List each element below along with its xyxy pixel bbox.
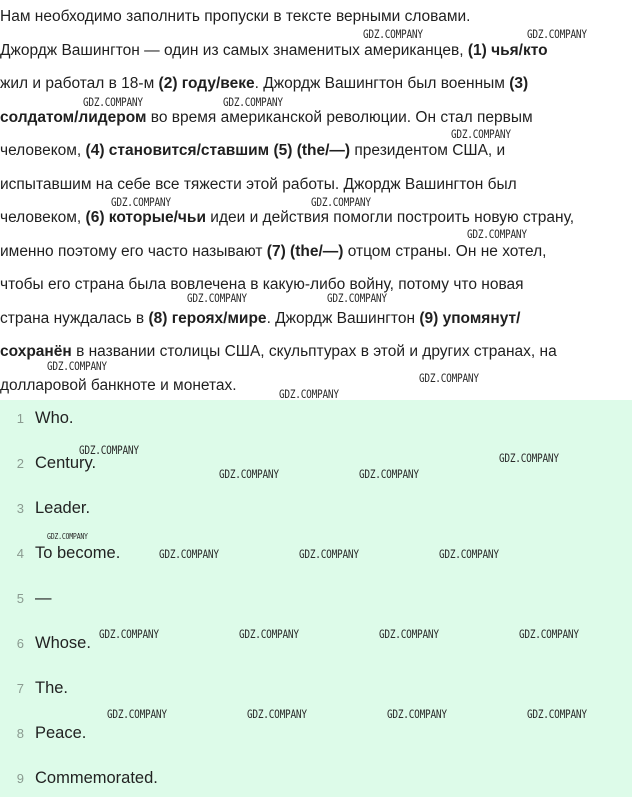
watermark: GDZ.COMPANY (223, 95, 283, 109)
watermark: GDZ.COMPANY (99, 627, 159, 641)
answer-row (0, 673, 68, 703)
answer-row (0, 583, 52, 613)
watermark: GDZ.COMPANY (387, 707, 447, 721)
task-line (0, 34, 632, 68)
task-text-segment: Нам необходимо заполнить пропуски в тексте верными словами. (0, 8, 471, 25)
watermark: GDZ.COMPANY (279, 387, 339, 401)
answer-text: Century. (35, 453, 97, 472)
task-text-segment: страна нуждалась в (0, 309, 149, 327)
answer-row (0, 763, 158, 793)
answer-row (0, 718, 86, 748)
watermark: GDZ.COMPANY (247, 707, 307, 721)
task-text-segment: именно поэтому его часто называют (0, 242, 267, 260)
answer-number: 1 (16, 410, 24, 426)
answer-text: Peace. (35, 723, 87, 742)
watermark: GDZ.COMPANY (159, 547, 219, 561)
watermark: GDZ.COMPANY (299, 547, 359, 561)
task-gap-options: (3) (509, 75, 529, 92)
watermark: GDZ.COMPANY (467, 227, 527, 241)
answer-row (0, 628, 91, 658)
watermark: GDZ.COMPANY (83, 95, 143, 109)
answer-number: 8 (16, 725, 24, 741)
answer-number: 2 (16, 455, 24, 471)
answer-number: 3 (16, 500, 24, 516)
task-text-segment: Джордж Вашингтон — один из самых знаменитых американцев, (0, 41, 468, 59)
task-line (0, 335, 632, 369)
answer-number: 9 (16, 770, 24, 786)
watermark: GDZ.COMPANY (219, 467, 279, 481)
task-line (0, 201, 632, 235)
task-line (0, 235, 632, 269)
answer-text: Whose. (35, 633, 91, 652)
answer-row (0, 493, 90, 523)
task-gap-options: (6) которые/чьи (85, 209, 206, 226)
answer-number: 5 (16, 590, 24, 606)
task-gap-options: сохранён (0, 343, 72, 360)
task-text-segment: . Джордж Вашингтон (266, 309, 420, 327)
task-text-segment: во время американской революции. Он стал первым (146, 108, 533, 126)
answer-row (0, 538, 120, 568)
watermark: GDZ.COMPANY (519, 627, 579, 641)
task-text-segment: человеком, (0, 209, 86, 226)
task-text-segment: чтобы его страна была вовлечена в какую-либо войну, потому что новая (0, 276, 524, 293)
task-line (0, 67, 632, 101)
answer-text: Commemorated. (35, 768, 158, 787)
answer-text: The. (35, 678, 69, 697)
task-gap-options: (9) упомянут/ (419, 309, 521, 327)
watermark: GDZ.COMPANY (363, 27, 423, 41)
answer-number: 4 (16, 545, 24, 561)
answer-text: Who. (35, 408, 74, 427)
answer-number: 7 (16, 680, 24, 696)
answer-text: — (35, 588, 52, 607)
task-gap-options: (8) героях/мире (148, 309, 267, 327)
watermark: GDZ.COMPANY (239, 627, 299, 641)
watermark: GDZ.COMPANY (527, 707, 587, 721)
answer-row (0, 448, 96, 478)
task-text-segment: . Джордж Вашингтон был военным (254, 75, 510, 92)
task-text-segment: человеком, (0, 142, 86, 159)
answers-panel (0, 400, 632, 797)
watermark: GDZ.COMPANY (311, 195, 371, 209)
task-text-segment: президентом США, и (350, 142, 506, 159)
watermark: GDZ.COMPANY (107, 707, 167, 721)
task-line (0, 134, 632, 168)
watermark: GDZ.COMPANY (359, 467, 419, 481)
watermark: GDZ.COMPANY (327, 291, 387, 305)
watermark-small: GDZ.COMPANY (47, 532, 88, 541)
task-text-segment: идеи и действия помогли построить новую страну, (205, 209, 575, 226)
task-gap-options: солдатом/лидером (0, 108, 147, 126)
task-text-segment: долларовой банкноте и монетах. (0, 376, 237, 394)
answer-row (0, 403, 74, 433)
watermark: GDZ.COMPANY (379, 627, 439, 641)
task-gap-options: (1) чья/кто (467, 41, 548, 59)
task-line (0, 101, 632, 135)
answer-text: Leader. (35, 498, 91, 517)
task-gap-options: (7) (the/—) (266, 242, 344, 260)
answer-number: 6 (16, 635, 24, 651)
watermark: GDZ.COMPANY (419, 371, 479, 385)
watermark: GDZ.COMPANY (499, 451, 559, 465)
task-line (0, 302, 632, 336)
task-text-segment: отцом страны. Он не хотел, (343, 242, 547, 260)
watermark: GDZ.COMPANY (439, 547, 499, 561)
watermark: GDZ.COMPANY (111, 195, 171, 209)
task-gap-options: (2) году/веке (158, 75, 255, 92)
watermark: GDZ.COMPANY (451, 127, 511, 141)
task-line (0, 268, 632, 302)
task-line (0, 369, 632, 403)
task-text-segment: жил и работал в 18-м (0, 75, 159, 92)
watermark: GDZ.COMPANY (79, 443, 139, 457)
task-line (0, 168, 632, 202)
answer-text: To become. (35, 543, 121, 562)
task-text-segment: в названии столицы США, скульптурах в этой и других странах, на (71, 343, 557, 360)
task-text-segment: испытавшим на себе все тяжести этой работы. Джордж Вашингтон был (0, 175, 517, 193)
task-gap-options: (4) становится/ставшим (5) (the/—) (85, 142, 351, 159)
watermark: GDZ.COMPANY (527, 27, 587, 41)
watermark: GDZ.COMPANY (187, 291, 247, 305)
task-line (0, 0, 632, 34)
watermark: GDZ.COMPANY (47, 359, 107, 373)
